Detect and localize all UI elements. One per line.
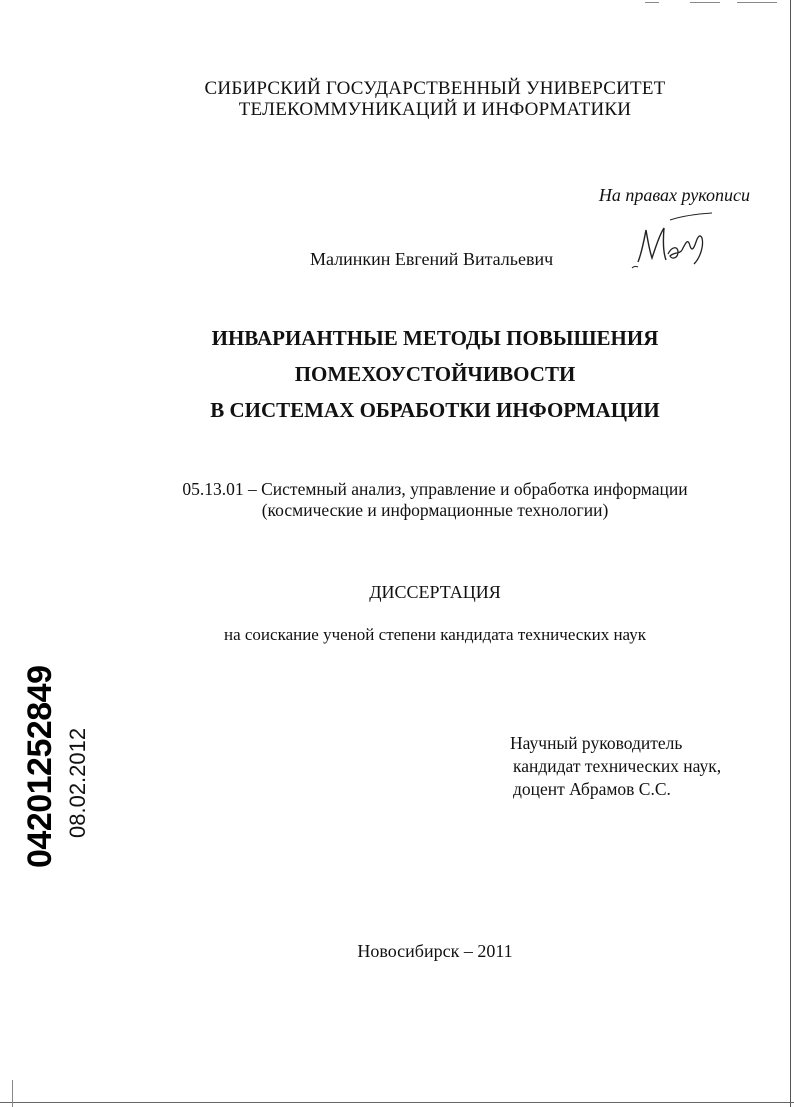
- registration-date-stamp: 08.02.2012: [65, 727, 90, 838]
- title-line-1: ИНВАРИАНТНЫЕ МЕТОДЫ ПОВЫШЕНИЯ: [211, 326, 659, 350]
- registration-number-stamp: 04201252849: [21, 665, 59, 868]
- dissertation-title: [38, 320, 794, 428]
- scan-edge-mark: [737, 2, 777, 3]
- university-line-2: ТЕЛЕКОММУНИКАЦИЙ И ИНФОРМАТИКИ: [238, 99, 632, 120]
- title-line-3: В СИСТЕМАХ ОБРАБОТКИ ИНФОРМАЦИИ: [210, 398, 660, 422]
- university-name: [38, 78, 794, 120]
- supervisor-line-1: Научный руководитель: [510, 733, 683, 753]
- scan-edge-mark: [690, 2, 720, 3]
- title-line-2: ПОМЕХОУСТОЙЧИВОСТИ: [294, 362, 576, 386]
- scan-left-mark: [12, 1080, 13, 1107]
- university-line-1: СИБИРСКИЙ ГОСУДАРСТВЕННЫЙ УНИВЕРСИТЕТ: [204, 78, 666, 99]
- rights-note: На правах рукописи: [598, 185, 750, 205]
- supervisor-line-2: кандидат технических наук,: [513, 756, 722, 776]
- supervisor-block: [510, 732, 770, 801]
- specialty-line-1: 05.13.01 – Системный анализ, управление и обработка информации: [182, 479, 688, 499]
- author-signature: [630, 212, 720, 272]
- scan-edge-mark: [645, 2, 659, 3]
- document-type: ДИССЕРТАЦИЯ: [369, 582, 501, 602]
- specialty-line-2: (космические и информационные технологии): [261, 500, 609, 520]
- supervisor-line-3: доцент Абрамов С.С.: [513, 779, 671, 799]
- scan-bottom-edge: [0, 1102, 794, 1103]
- city-year: Новосибирск – 2011: [357, 941, 513, 961]
- author-name: Малинкин Евгений Витальевич: [310, 249, 554, 269]
- specialty: [38, 479, 794, 521]
- degree-statement: на соискание ученой степени кандидата технических наук: [223, 625, 646, 644]
